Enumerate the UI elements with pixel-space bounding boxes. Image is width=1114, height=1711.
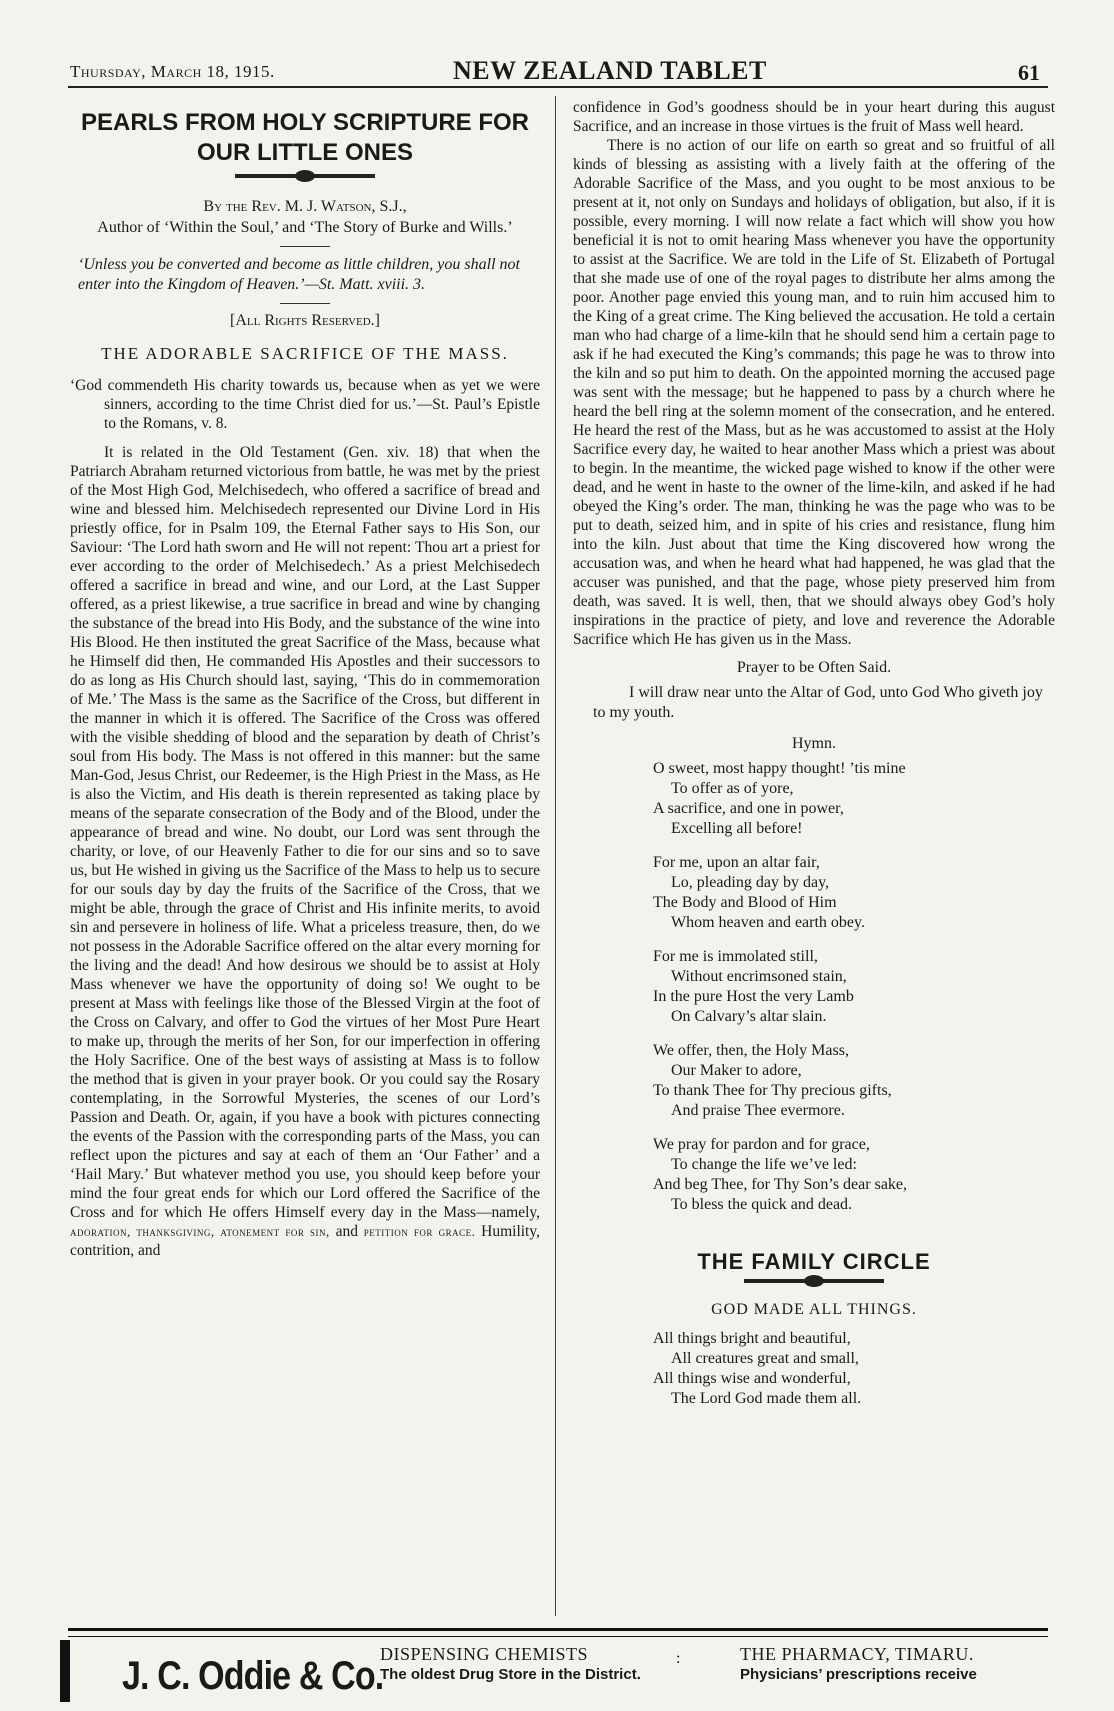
hymn-line: Our Maker to adore, — [671, 1062, 802, 1079]
body-paragraph: confidence in God’s goodness should be in your heart during this august Sacrifice, and an increase in those virtues is the fruit of Mass well heard. — [573, 99, 1055, 135]
advert-headline: DISPENSING CHEMISTS — [380, 1644, 589, 1664]
family-circle-poem — [653, 1329, 1055, 1409]
hymn-line: To change the life we’ve led: — [671, 1156, 857, 1173]
issue-date: Thursday, March 18, 1915. — [70, 62, 275, 81]
article-title: PEARLS FROM HOLY SCRIPTURE FOR OUR LITTLE ONES — [80, 109, 530, 166]
hymn-line: On Calvary’s altar slain. — [671, 1008, 827, 1025]
hymn-heading: Hymn. — [792, 735, 836, 752]
divider-rule — [280, 303, 330, 304]
right-column — [573, 98, 1055, 1409]
hymn-stanza — [653, 759, 1055, 839]
ends-of-mass: adoration, thanksgiving, atonement for sin, — [70, 1224, 330, 1239]
epigraph: ‘Unless you be converted and become as little children, you shall not enter into the Kingdom of Heaven.’—St. Matt. xviii. 3. — [78, 256, 520, 293]
hymn-line: Lo, pleading day by day, — [671, 874, 830, 891]
conjunction: and — [335, 1223, 358, 1240]
body-paragraph — [70, 443, 540, 1260]
scripture-quote: ‘God commendeth His charity towards us, because when as yet we were sinners, according to the time Christ died for us.’—St. Paul’s Epistle to the Romans, v. 8. — [70, 377, 540, 432]
hymn-line: We pray for pardon and for grace, — [653, 1136, 870, 1153]
byline: By the Rev. M. J. Watson, S.J., — [203, 198, 407, 215]
family-circle-subheading: GOD MADE ALL THINGS. — [711, 1301, 917, 1318]
masthead — [68, 56, 1048, 88]
hymn-line: For me, upon an altar fair, — [653, 854, 820, 871]
hymn-line: A sacrifice, and one in power, — [653, 800, 844, 817]
prayer-text: I will draw near unto the Altar of God, unto God Who giveth joy to my youth. — [593, 684, 1043, 721]
paragraph-text: It is related in the Old Testament (Gen. xiv. 18) that when the Patriarch Abraham returned victorious from battle, he was met by the priest of the Most High God, Melchisedech, who offered a sacrifice of bread and wine and blessed him. Melchisedech represented our Divine Lord in His priestly office, for in Psalm 109, the Eternal Father says to His Son, our Saviour: ‘The Lord hath sworn and He will not repent: Thou art a priest for ever according to the order of Melchisedech.’ As a priest Melchisedech offered a sacrifice in bread and wine, and our Lord, at the Last Supper offered, as a priest likewise, a true sacrifice in bread and wine by changing the substance of the bread into His Body, and the substance of the wine into His Blood. He then instituted the great Sacrifice of the Mass, because what he Himself did then, He commanded His Apostles and their successors to do as long as His Church should last, saying, ‘This do in commemoration of Me.’ The Mass is the same as the Sacrifice of the Cross, but different in the manner in which it is offered. The Sacrifice of the Cross was offered with the visible shedding of blood and the separation by death of Christ’s soul from His body. The Mass is not offered in this manner: but the same Man-God, Jesus Christ, our Redeemer, is the High Priest in the Mass, as He is also the Victim, and His death is therein represented as taking place by means of the separate consecration of the Body and of the Blood, under the appearance of bread and wine. No doubt, our Lord was sent through the charity, or love, of our Heavenly Father to die for our sins and so to save us, but He wished in giving us the Sacrifice of the Mass to help us to secure for our souls day by day the fruits of the Sacrifice of the Cross, that we might be able, through the grace of Christ and His infinite merits, to avoid sin and persevere in holiness of life. What a priceless treasure, then, do we not possess in the Adorable Sacrifice offered on the altar every morning for the living and the dead! And how desirous we should be to assist at Holy Mass whenever we have the opportunity of doing so! We ought to be present at Mass with feelings like those of the Blessed Virgin at the foot of the Cross on Calvary, and offer to God the virtues of her Most Pure Heart to make up, through the merits of her Son, for our imperfection in offering the Holy Sacrifice. One of the best ways of assisting at Mass is to follow the method that is given in your prayer book. Or you could say the Rosary contemplating, in the Sorrowful Mysteries, the scenes of our Lord’s Passion and Death. Or, again, if you have a book with pictures connecting the events of the Passion with the corresponding parts of the Mass, you can reflect upon the pictures and say at each of them an ‘Our Father’ and a ‘Hail Mary.’ But whatever method you use, you should keep before your mind the four great ends for which our Lord offered the Sacrifice of the Cross and for which He offers Himself every day in the Mass—namely, — [70, 444, 540, 1221]
hymn-line: And praise Thee evermore. — [671, 1102, 845, 1119]
hymn-line: To bless the quick and dead. — [671, 1196, 853, 1213]
advert-separator: : — [676, 1650, 681, 1667]
poem-line: All things wise and wonderful, — [653, 1370, 851, 1387]
hymn-line: O sweet, most happy thought! ’tis mine — [653, 760, 906, 777]
hymn-stanza — [653, 1041, 1055, 1121]
footer-rules — [68, 1628, 1048, 1637]
hymn-line: The Body and Blood of Him — [653, 894, 837, 911]
hymn-stanza — [653, 853, 1055, 933]
hymn-line: Excelling all before! — [671, 820, 803, 837]
section-heading: THE ADORABLE SACRIFICE OF THE MASS. — [101, 344, 509, 363]
divider-rule — [280, 246, 330, 247]
prayer-heading: Prayer to be Often Said. — [736, 659, 892, 676]
ends-of-mass: petition for grace. — [363, 1224, 476, 1239]
left-column — [70, 98, 540, 1260]
column-divider — [555, 96, 556, 1616]
body-paragraph: There is no action of our life on earth so great and so fruitful of all kinds of blessing as assisting with a lively faith at the offering of the Adorable Sacrifice of the Mass, and you ought to be most anxious to be present at it, not only on Sundays and holidays of obligation, but also, if it is possible, every morning. I will now relate a fact which will show you how beneficial it is not to omit hearing Mass whenever you have the opportunity to assist at the Sacrifice. We are told in the Life of St. Elizabeth of Portugal that she made use of one of the royal pages to distribute her alms among the poor. Another page envied this young man, and to ruin him accused him to the King of a great crime. The King believed the accusation. He told a certain man who had charge of a lime-kiln that he should send him a certain page to ask if he had executed the King’s commands; this page he was to throw into the kiln and so put him to death. On the appointed morning the accused page was sent with the message; but he happened to pass by a church where he heard the bell ring at the solemn moment of the consecration, and he entered. He heard the rest of the Mass, but as he was accustomed to assist at the Holy Sacrifice every day, he waited to hear another Mass which a priest was about to begin. In the meantime, the wicked page wished to know if the other were dead, and he went in haste to the owner of the lime-kiln, and asked if he had obeyed the King’s order. The man, thinking he was the page who was to be put to death, seized him, and in spite of his cries and resistance, flung him into the kiln. Just about that time the King discovered how wrong the accusation was, and when he heard what had happened, he was glad that the accuser was punished, and that the page, whose piety preserved him from death, was saved. It is well, then, that we should always obey God’s holy inspirations in the practice of piety, and love and reverence the Adorable Sacrifice which He has given us in the Mass. — [573, 137, 1055, 648]
hymn-line: In the pure Host the very Lamb — [653, 988, 854, 1005]
advert-border-bar — [60, 1640, 70, 1702]
hymn-stanza — [653, 1135, 1055, 1215]
rights-notice: [All Rights Reserved.] — [230, 312, 380, 329]
hymn-line: And beg Thee, for Thy Son’s dear sake, — [653, 1176, 908, 1193]
hymn-line: To offer as of yore, — [671, 780, 794, 797]
publication-title: NEW ZEALAND TABLET — [453, 56, 767, 85]
hymn — [573, 759, 1055, 1215]
author-credits: Author of ‘Within the Soul,’ and ‘The Story of Burke and Wills.’ — [97, 219, 513, 236]
hymn-line: To thank Thee for Thy precious gifts, — [653, 1082, 892, 1099]
hymn-stanza — [653, 947, 1055, 1027]
hymn-line: We offer, then, the Holy Mass, — [653, 1042, 849, 1059]
advertiser-logo: J. C. Oddie & Co. — [122, 1654, 384, 1698]
hymn-line: Without encrimsoned stain, — [671, 968, 847, 985]
advert-note: Physicians’ prescriptions receive — [740, 1666, 977, 1683]
title-ornament — [744, 1279, 884, 1283]
hymn-line: For me is immolated still, — [653, 948, 818, 965]
advert-tagline: The oldest Drug Store in the District. — [380, 1666, 641, 1683]
hymn-line: Whom heaven and earth obey. — [671, 914, 865, 931]
poem-line: All creatures great and small, — [671, 1350, 859, 1367]
poem-line: The Lord God made them all. — [671, 1390, 862, 1407]
title-ornament — [235, 174, 375, 178]
pharmacy-advertisement — [60, 1640, 1060, 1706]
advert-location: THE PHARMACY, TIMARU. — [740, 1644, 974, 1664]
page-number: 61 — [1018, 60, 1040, 85]
paragraph-text: Humility, contrition, and — [70, 1223, 540, 1259]
poem-line: All things bright and beautiful, — [653, 1330, 851, 1347]
family-circle-title: THE FAMILY CIRCLE — [697, 1249, 931, 1274]
